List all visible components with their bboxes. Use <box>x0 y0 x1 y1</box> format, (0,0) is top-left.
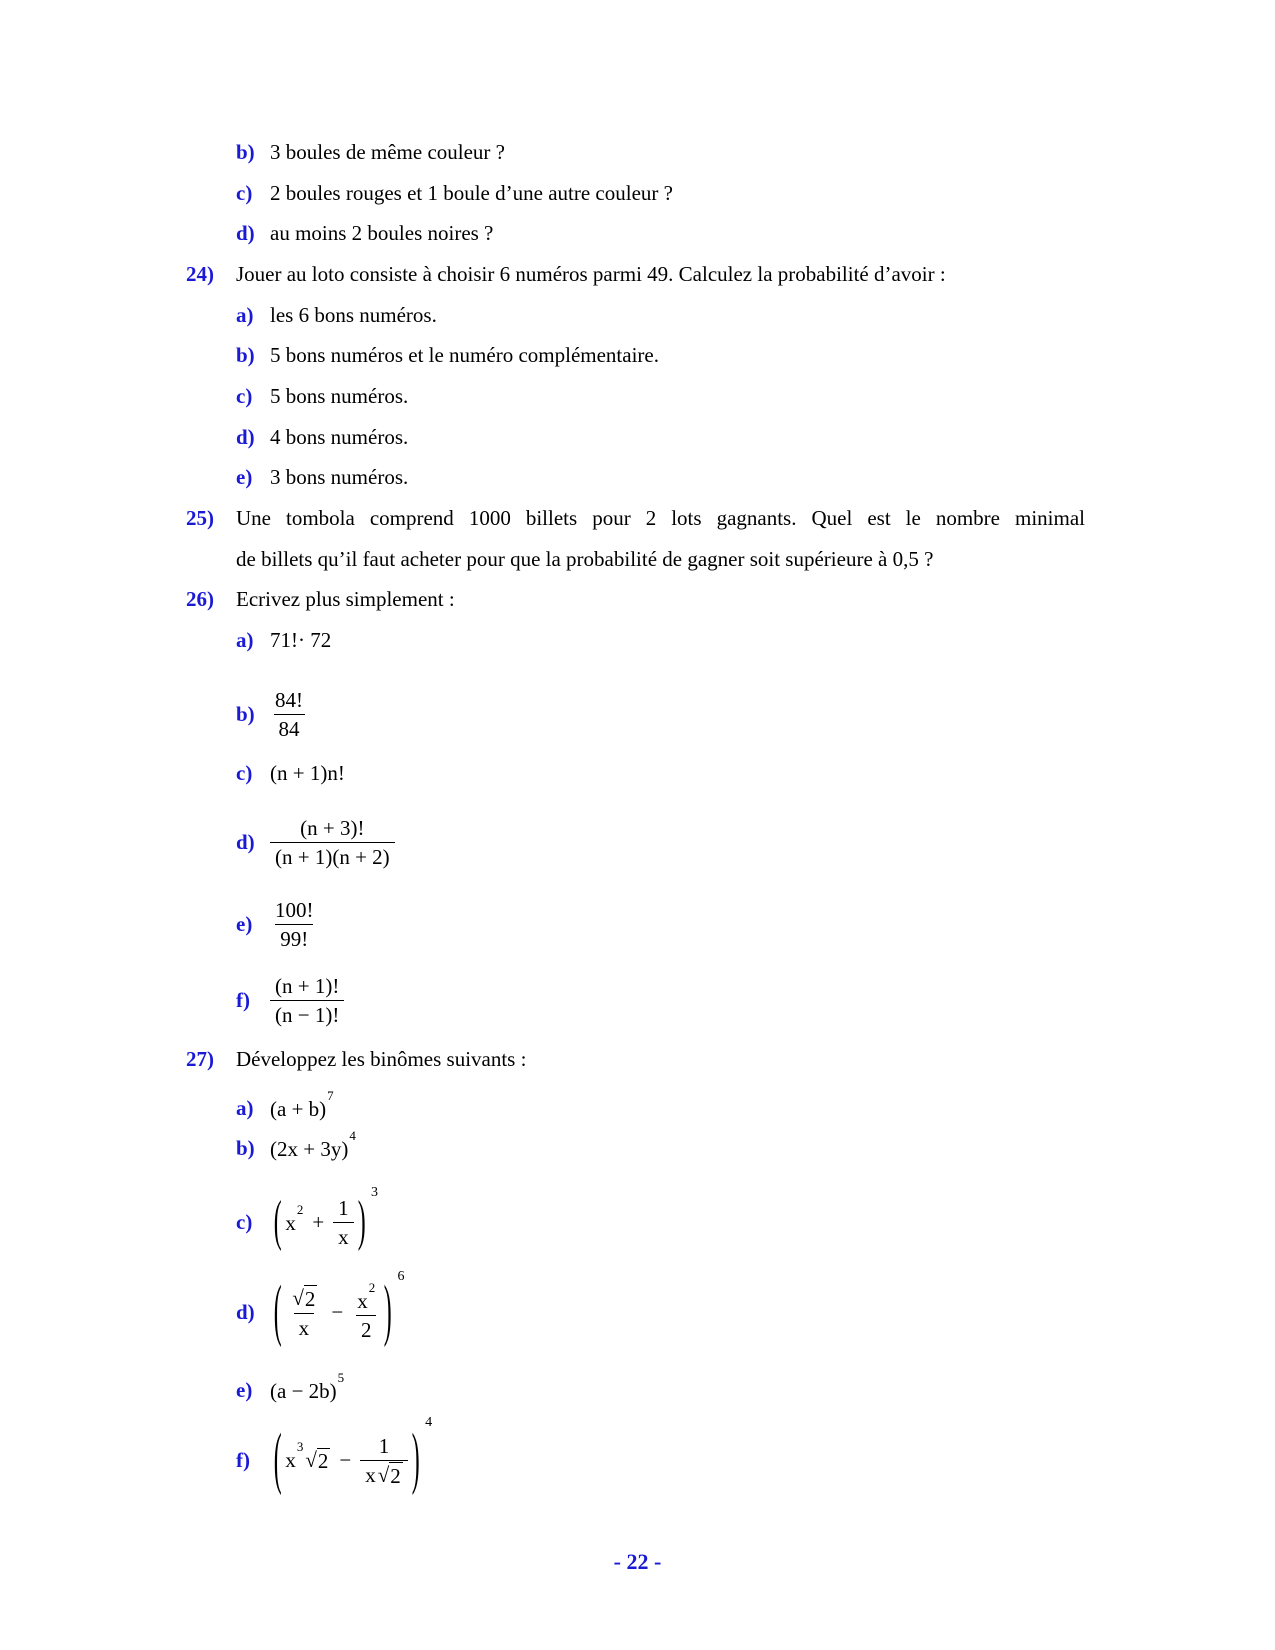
math-item <box>186 620 1085 660</box>
radicand: 2 <box>390 1463 401 1488</box>
radical-sign: √ <box>305 1448 317 1473</box>
exponent: 2 <box>296 1201 304 1217</box>
paragraph-line: de billets qu’il faut acheter pour que la probabilité de gagner soit supérieure à 0,5 ? <box>236 546 934 571</box>
radicand: 2 <box>317 1449 329 1474</box>
question-26 <box>186 580 1085 621</box>
item-label: d) <box>236 830 255 855</box>
fraction-denominator: x <box>294 1313 315 1341</box>
fraction-numerator <box>352 1279 380 1315</box>
fraction-numerator: 100! <box>275 898 314 923</box>
exponent: 3 <box>371 1184 378 1200</box>
fraction-denominator <box>360 1460 408 1489</box>
list-item <box>186 417 1085 458</box>
item-label: d) <box>236 424 255 449</box>
list-item <box>186 132 1085 173</box>
item-label: f) <box>236 1448 250 1473</box>
big-left-paren: ( <box>273 1273 282 1350</box>
question-text: Ecrivez plus simplement : <box>236 587 455 612</box>
math-item <box>186 753 1085 794</box>
big-right-paren: ) <box>383 1273 392 1350</box>
math-expression <box>270 1127 356 1162</box>
question-text: Jouer au loto consiste à choisir 6 numéros parmi 49. Calculez la probabilité d’avoir : <box>236 261 946 286</box>
fraction <box>270 687 308 742</box>
fraction-numerator: (n + 1)! <box>275 974 340 999</box>
item-label: b) <box>236 1136 255 1161</box>
question-text: Développez les binômes suivants : <box>236 1046 527 1071</box>
item-label: c) <box>236 180 253 205</box>
item-label: c) <box>236 761 253 786</box>
math-expression <box>270 1183 378 1263</box>
square-root <box>292 1285 317 1312</box>
paragraph-line: Une tombola comprend 1000 billets pour 2 lots gagnants. Quel est le nombre minimal <box>236 506 1085 531</box>
question-number: 24) <box>186 261 214 286</box>
fraction <box>352 1279 380 1343</box>
fraction <box>270 973 344 1028</box>
math-expression <box>270 1087 334 1122</box>
item-label: b) <box>236 701 255 726</box>
list-item <box>186 295 1085 336</box>
big-left-paren: ( <box>273 1190 282 1253</box>
math-item <box>186 1183 1085 1263</box>
exponent: 3 <box>296 1439 304 1455</box>
document-page <box>186 132 1085 1509</box>
square-root <box>378 1462 403 1489</box>
variable: x <box>285 1210 296 1235</box>
math-item <box>186 1127 1085 1171</box>
fraction-denominator: (n − 1)! <box>270 1000 344 1028</box>
fraction <box>333 1195 354 1250</box>
math-item <box>186 1413 1085 1509</box>
question-number: 26) <box>186 587 214 612</box>
item-label: d) <box>236 221 255 246</box>
question-24 <box>186 254 1085 295</box>
math-item <box>186 811 1085 875</box>
math-item <box>186 969 1085 1033</box>
fraction-denominator: x <box>333 1222 354 1250</box>
item-label: c) <box>236 383 253 408</box>
binomial-base: (a − 2b) <box>270 1378 337 1403</box>
item-label: e) <box>236 912 253 937</box>
item-label: d) <box>236 1300 255 1325</box>
math-expression <box>270 1369 345 1404</box>
item-text: 5 bons numéros. <box>270 383 409 408</box>
list-item <box>186 458 1085 499</box>
square-root <box>305 1448 330 1474</box>
math-expression <box>270 1267 405 1359</box>
exponent: 2 <box>368 1279 376 1295</box>
fraction-numerator <box>285 1285 322 1313</box>
fraction-denominator: 84 <box>274 714 305 742</box>
variable: x <box>285 1448 296 1473</box>
fraction-numerator: (n + 3)! <box>300 816 365 841</box>
fraction-numerator: 84! <box>275 687 303 712</box>
item-text: 3 bons numéros. <box>270 465 409 490</box>
page-number: - 22 - <box>613 1549 662 1574</box>
question-paragraph <box>236 498 1085 579</box>
variable: x <box>357 1288 368 1313</box>
variable: x <box>365 1462 376 1487</box>
fraction <box>285 1285 322 1341</box>
item-label: c) <box>236 1210 253 1235</box>
item-label: e) <box>236 1378 253 1403</box>
fraction-numerator: 1 <box>378 1433 390 1458</box>
item-text: 4 bons numéros. <box>270 424 409 449</box>
radical-sign: √ <box>377 1462 390 1487</box>
item-text: les 6 bons numéros. <box>270 302 437 327</box>
item-text: au moins 2 boules noires ? <box>270 221 494 246</box>
item-label: a) <box>236 302 254 327</box>
item-text: 3 boules de même couleur ? <box>270 139 505 164</box>
item-label: f) <box>236 988 250 1013</box>
question-number: 25) <box>186 506 214 531</box>
binomial-base: (2x + 3y) <box>270 1136 349 1161</box>
exponent: 7 <box>327 1087 334 1103</box>
radical-sign: √ <box>292 1285 304 1310</box>
question-25 <box>186 498 1085 579</box>
item-label: e) <box>236 465 253 490</box>
exponent: 5 <box>337 1369 345 1385</box>
math-expression <box>270 1413 432 1509</box>
item-label: b) <box>236 343 255 368</box>
question-27 <box>186 1039 1085 1080</box>
operator: + <box>312 1210 325 1235</box>
item-text: 5 bons numéros et le numéro complémentaire. <box>270 343 659 368</box>
list-item <box>186 335 1085 376</box>
radicand: 2 <box>304 1286 316 1311</box>
math-term <box>285 1439 330 1474</box>
exponent: 4 <box>425 1414 433 1430</box>
fraction-denominator: (n + 1)(n + 2) <box>270 842 395 870</box>
binomial-base: (a + b) <box>270 1096 327 1121</box>
fraction-denominator: 99! <box>275 924 313 952</box>
math-item <box>186 893 1085 957</box>
fraction <box>360 1433 408 1489</box>
math-term <box>285 1201 304 1236</box>
math-item <box>186 1371 1085 1411</box>
operator: − <box>331 1300 344 1325</box>
math-expression: 71!· 72 <box>270 627 332 652</box>
fraction <box>270 815 395 870</box>
math-item <box>186 1267 1085 1359</box>
math-item <box>186 682 1085 746</box>
fraction <box>270 897 319 952</box>
item-label: b) <box>236 139 255 164</box>
item-label: a) <box>236 1096 254 1121</box>
list-item <box>186 376 1085 417</box>
exponent: 6 <box>397 1268 405 1284</box>
item-label: a) <box>236 627 254 652</box>
math-item <box>186 1087 1085 1131</box>
math-expression: (n + 1)n! <box>270 761 345 786</box>
big-left-paren: ( <box>273 1421 282 1498</box>
fraction-numerator: 1 <box>338 1196 349 1221</box>
list-item <box>186 213 1085 254</box>
question-number: 27) <box>186 1046 214 1071</box>
exponent: 4 <box>349 1127 356 1143</box>
item-text: 2 boules rouges et 1 boule d’une autre couleur ? <box>270 180 673 205</box>
operator: − <box>339 1448 352 1473</box>
big-right-paren: ) <box>411 1421 420 1498</box>
fraction-denominator: 2 <box>356 1315 377 1343</box>
big-right-paren: ) <box>357 1190 366 1253</box>
list-item <box>186 173 1085 214</box>
